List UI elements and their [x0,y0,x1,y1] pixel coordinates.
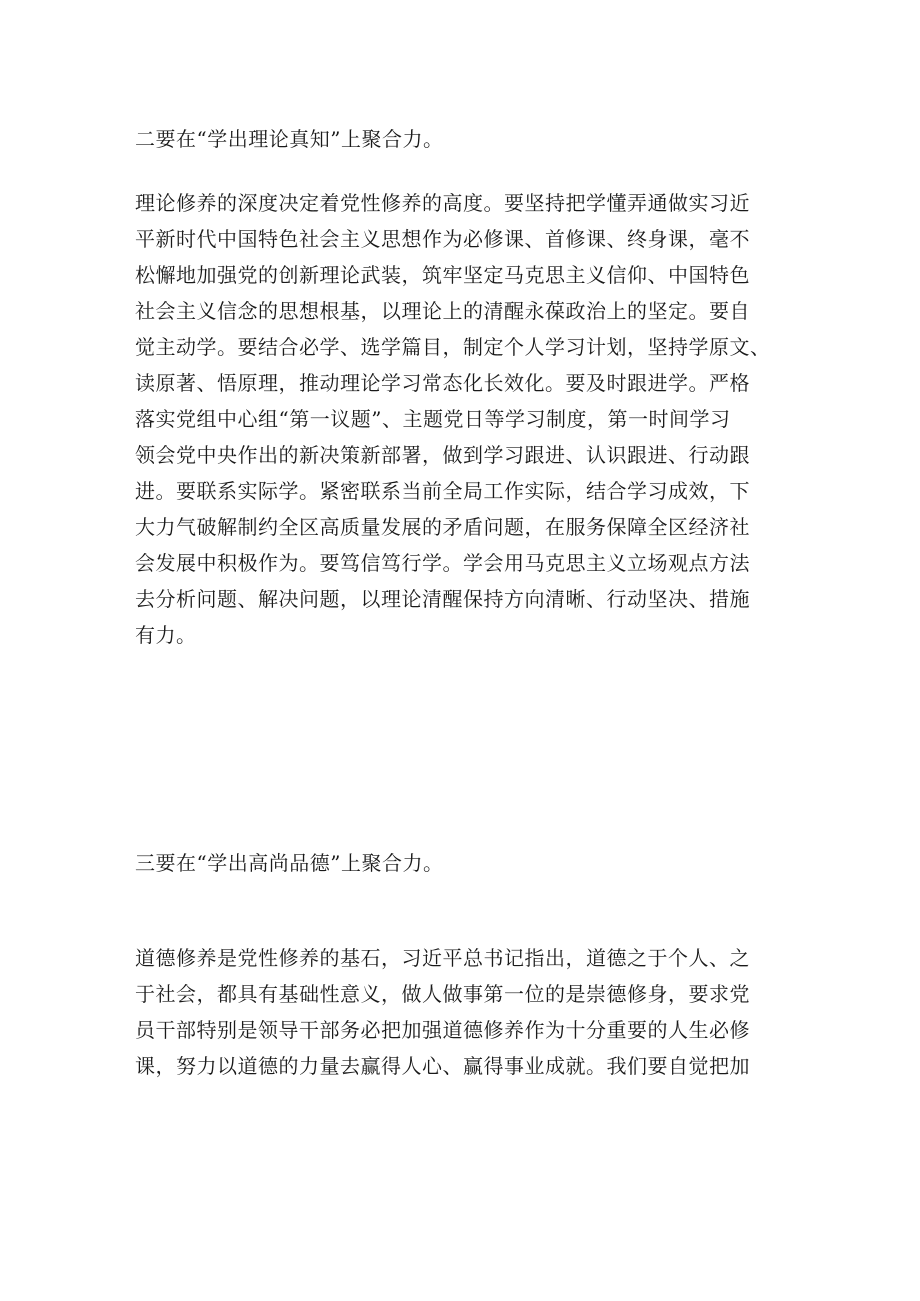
section-body-two [135,185,795,653]
body-line: 有力。 [135,623,197,647]
body-line: 社会主义信念的思想根基，以理论上的清醒永葆政治上的坚定。要自 [135,299,750,323]
body-line: 读原著、悟原理，推动理论学习常态化长效化。要及时跟进学。严格 [135,371,750,395]
body-line: 课，努力以道德的力量去赢得人心、赢得事业成就。我们要自觉把加 [135,1054,750,1078]
body-line: 大力气破解制约全区高质量发展的矛盾问题，在服务保障全区经济社 [135,515,750,539]
body-line: 去分析问题、解决问题，以理论清醒保持方向清晰、行动坚决、措施 [135,587,750,611]
section-heading-three [135,845,795,881]
body-line: 落实党组中心组“第一议题”、主题党日等学习制度，第一时间学习 [135,407,731,431]
body-line: 于社会，都具有基础性意义，做人做事第一位的是崇德修身，要求党 [135,982,750,1006]
body-line: 道德修养是党性修养的基石，习近平总书记指出，道德之于个人、之 [135,946,750,970]
body-line: 领会党中央作出的新决策新部署，做到学习跟进、认识跟进、行动跟 [135,443,750,467]
body-line: 理论修养的深度决定着党性修养的高度。要坚持把学懂弄通做实习近 [135,191,750,215]
body-line: 会发展中积极作为。要笃信笃行学。学会用马克思主义立场观点方法 [135,551,750,575]
body-line: 进。要联系实际学。紧密联系当前全局工作实际，结合学习成效，下 [135,479,750,503]
body-line: 平新时代中国特色社会主义思想作为必修课、首修课、终身课，毫不 [135,227,750,251]
section-heading-two [135,121,795,157]
heading-text: 二要在“学出理论真知”上聚合力。 [135,127,444,151]
body-line: 觉主动学。要结合必学、选学篇目，制定个人学习计划，坚持学原文、 [135,335,771,359]
heading-text: 三要在“学出高尚品德”上聚合力。 [135,851,444,875]
section-body-three [135,940,795,1084]
body-line: 员干部特别是领导干部务必把加强道德修养作为十分重要的人生必修 [135,1018,750,1042]
body-line: 松懈地加强党的创新理论武装，筑牢坚定马克思主义信仰、中国特色 [135,263,750,287]
